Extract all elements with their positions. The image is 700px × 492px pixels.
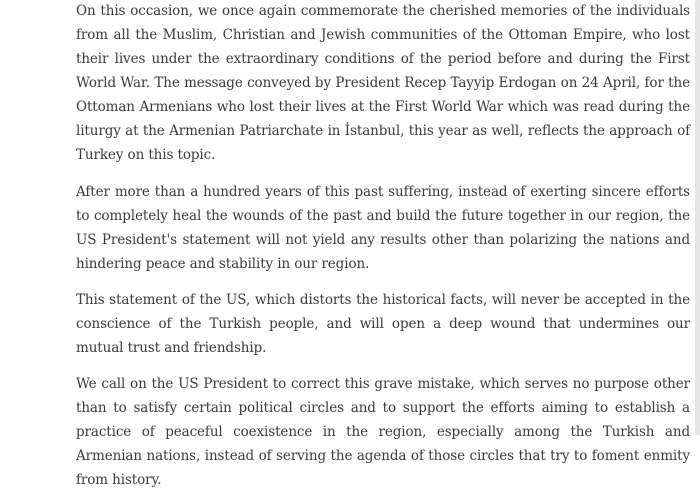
paragraph-commemoration: On this occasion, we once again commemorate the cherished memories of the individuals from all the Muslim, Christian and Jewish communities of the Ottoman Empire, who lost their lives under the extraordinary conditions of the period before and during the First World War. The message conveyed by President Recep Tayyip Erdogan on 24 April, for the Ottoman Armenians who lost their lives at the First World War which was read during the liturgy at the Armenian Patriarchate in İstanbul, this year as well, reflects the approach of Turkey on this topic. [76,3,690,163]
paragraph-historical-facts: This statement of the US, which distorts the historical facts, will never be accepted in the conscience of the Turkish people, and will open a deep wound that undermines our mutual trust and friendship. [76,292,690,356]
paragraph-call-to-correct: We call on the US President to correct this grave mistake, which serves no purpose other than to satisfy certain political circles and to support the efforts aiming to establish a practice of peaceful coexistence in the region, especially among the Turkish and Armenian nations, instead of serving the agenda of those circles that try to foment enmity from history. [76,376,690,488]
paragraph-past-suffering: After more than a hundred years of this past suffering, instead of exerting sincere efforts to completely heal the wounds of the past and build the future together in our region, the US President's statement will not yield any results other than polarizing the nations and hindering peace and stability in our region. [76,184,690,272]
